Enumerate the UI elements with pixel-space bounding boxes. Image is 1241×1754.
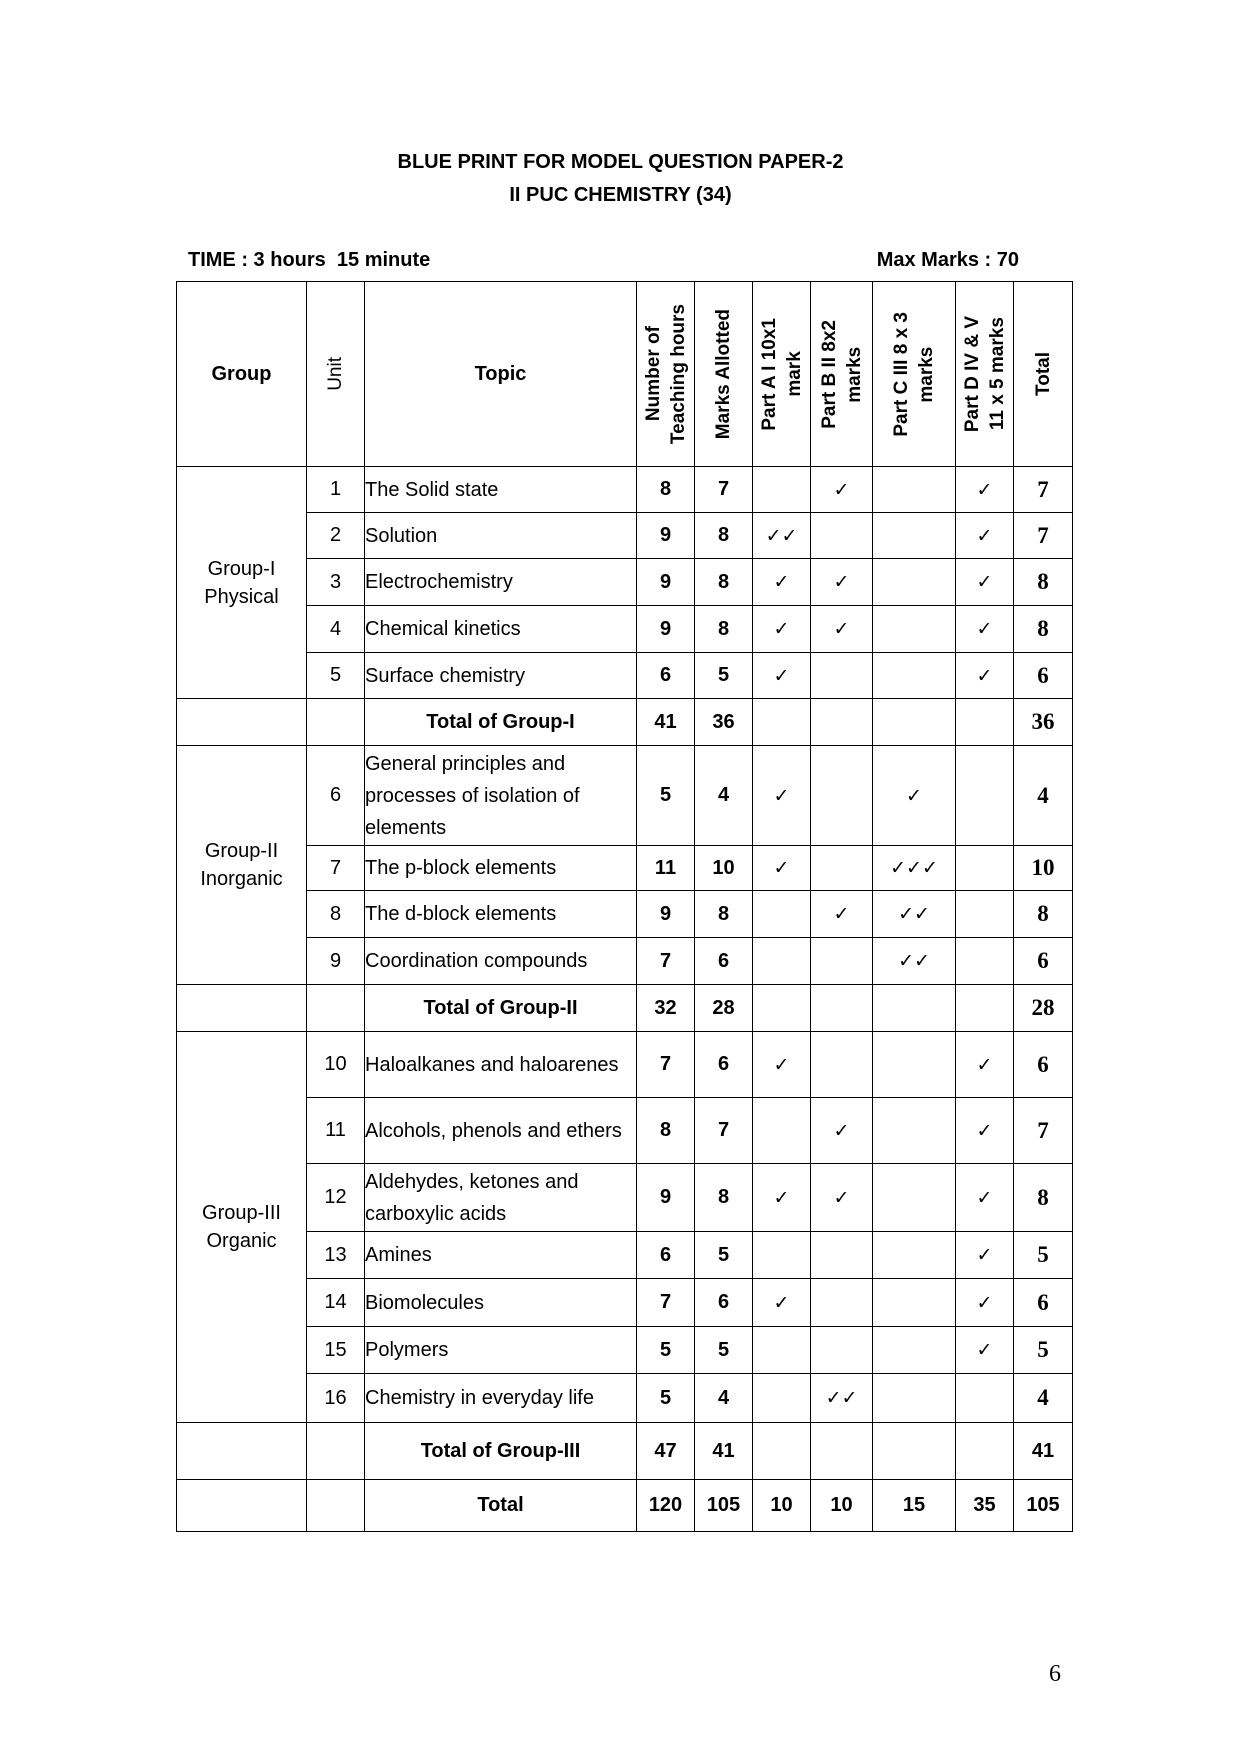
row-total: 5 xyxy=(1014,1327,1073,1374)
empty-cell xyxy=(307,1480,365,1532)
empty-cell xyxy=(811,985,873,1032)
subtotal-hours: 41 xyxy=(637,699,695,746)
part-a-check xyxy=(753,1327,811,1374)
part-d-check: ✓ xyxy=(956,1232,1014,1279)
part-d-check xyxy=(956,891,1014,938)
part-c-check xyxy=(873,559,956,606)
empty-cell xyxy=(956,699,1014,746)
part-b-check xyxy=(811,1032,873,1098)
table-row xyxy=(177,938,1073,985)
part-b-check: ✓ xyxy=(811,1164,873,1232)
part-c-check xyxy=(873,1032,956,1098)
part-b-check: ✓ xyxy=(811,467,873,513)
part-d-check: ✓ xyxy=(956,1164,1014,1232)
table-row xyxy=(177,891,1073,938)
subtotal-marks: 41 xyxy=(695,1423,753,1480)
marks-allotted: 7 xyxy=(695,467,753,513)
topic-name: The d-block elements xyxy=(365,891,637,938)
part-b-check: ✓ xyxy=(811,559,873,606)
teaching-hours: 7 xyxy=(637,1279,695,1327)
topic-name: Alcohols, phenols and ethers xyxy=(365,1098,637,1164)
topic-name: Solution xyxy=(365,513,637,559)
table-row xyxy=(177,653,1073,699)
table-row xyxy=(177,746,1073,846)
teaching-hours: 8 xyxy=(637,467,695,513)
table-row xyxy=(177,846,1073,891)
subtotal-marks: 36 xyxy=(695,699,753,746)
part-a-check xyxy=(753,1098,811,1164)
blueprint-table xyxy=(176,281,1073,1532)
header-row xyxy=(177,282,1073,467)
part-a-check xyxy=(753,891,811,938)
part-c-check xyxy=(873,467,956,513)
max-marks-label: Max Marks : 70 xyxy=(876,249,1019,271)
part-c-check xyxy=(873,1098,956,1164)
time-label: TIME : 3 hours 15 minute xyxy=(188,249,431,271)
part-a-check: ✓ xyxy=(753,746,811,846)
group-name: Group-I Physical xyxy=(177,467,307,699)
part-c-check xyxy=(873,1327,956,1374)
empty-cell xyxy=(307,985,365,1032)
marks-allotted: 8 xyxy=(695,891,753,938)
marks-allotted: 6 xyxy=(695,1032,753,1098)
header-topic: Topic xyxy=(365,282,637,467)
topic-name: General principles and processes of isolation of elements xyxy=(365,746,637,846)
part-b-check xyxy=(811,1327,873,1374)
part-a-check: ✓ xyxy=(753,846,811,891)
part-b-check xyxy=(811,513,873,559)
part-b-check xyxy=(811,1279,873,1327)
empty-cell xyxy=(753,699,811,746)
header-unit: Unit xyxy=(307,282,365,467)
row-total: 4 xyxy=(1014,746,1073,846)
teaching-hours: 9 xyxy=(637,513,695,559)
grand-total-label: Total xyxy=(365,1480,637,1532)
part-a-check: ✓ xyxy=(753,1279,811,1327)
teaching-hours: 5 xyxy=(637,1374,695,1423)
table-row xyxy=(177,1374,1073,1423)
topic-name: Surface chemistry xyxy=(365,653,637,699)
marks-allotted: 5 xyxy=(695,1232,753,1279)
part-d-check xyxy=(956,938,1014,985)
part-b-check xyxy=(811,846,873,891)
marks-allotted: 6 xyxy=(695,938,753,985)
row-total: 8 xyxy=(1014,891,1073,938)
teaching-hours: 6 xyxy=(637,1232,695,1279)
topic-name: Chemistry in everyday life xyxy=(365,1374,637,1423)
unit-number: 11 xyxy=(307,1098,365,1164)
row-total: 10 xyxy=(1014,846,1073,891)
table-row xyxy=(177,1098,1073,1164)
header-part-a: Part A I 10x1 mark xyxy=(753,282,811,467)
teaching-hours: 9 xyxy=(637,606,695,653)
part-d-check: ✓ xyxy=(956,606,1014,653)
part-c-check xyxy=(873,1164,956,1232)
part-b-check xyxy=(811,1232,873,1279)
empty-cell xyxy=(177,699,307,746)
part-d-check: ✓ xyxy=(956,1279,1014,1327)
unit-number: 7 xyxy=(307,846,365,891)
subtotal-label: Total of Group-I xyxy=(365,699,637,746)
topic-name: Chemical kinetics xyxy=(365,606,637,653)
part-c-check: ✓ xyxy=(873,746,956,846)
row-total: 7 xyxy=(1014,467,1073,513)
empty-cell xyxy=(873,1423,956,1480)
part-a-check: ✓ xyxy=(753,606,811,653)
unit-number: 15 xyxy=(307,1327,365,1374)
empty-cell xyxy=(956,985,1014,1032)
unit-number: 14 xyxy=(307,1279,365,1327)
header-total: Total xyxy=(1014,282,1073,467)
part-d-check xyxy=(956,846,1014,891)
part-d-check: ✓ xyxy=(956,513,1014,559)
subtotal-total: 41 xyxy=(1014,1423,1073,1480)
teaching-hours: 7 xyxy=(637,938,695,985)
part-d-check: ✓ xyxy=(956,1032,1014,1098)
grand-total-marks: 105 xyxy=(695,1480,753,1532)
part-c-check xyxy=(873,1374,956,1423)
subtotal-row xyxy=(177,1423,1073,1480)
header-teaching-hours: Number of Teaching hours xyxy=(637,282,695,467)
subtotal-label: Total of Group-III xyxy=(365,1423,637,1480)
empty-cell xyxy=(873,699,956,746)
table-row xyxy=(177,559,1073,606)
document-subtitle: II PUC CHEMISTRY (34) xyxy=(509,184,732,206)
marks-allotted: 5 xyxy=(695,653,753,699)
empty-cell xyxy=(307,699,365,746)
part-a-check xyxy=(753,467,811,513)
part-c-check: ✓✓ xyxy=(873,938,956,985)
header-part-b: Part B II 8x2 marks xyxy=(811,282,873,467)
unit-number: 4 xyxy=(307,606,365,653)
group-name: Group-II Inorganic xyxy=(177,746,307,985)
unit-number: 1 xyxy=(307,467,365,513)
part-a-check: ✓ xyxy=(753,1032,811,1098)
teaching-hours: 11 xyxy=(637,846,695,891)
unit-number: 3 xyxy=(307,559,365,606)
row-total: 6 xyxy=(1014,938,1073,985)
unit-number: 12 xyxy=(307,1164,365,1232)
topic-name: Electrochemistry xyxy=(365,559,637,606)
subtotal-marks: 28 xyxy=(695,985,753,1032)
page-number: 6 xyxy=(1049,1661,1061,1687)
subtotal-label: Total of Group-II xyxy=(365,985,637,1032)
topic-name: Amines xyxy=(365,1232,637,1279)
part-c-check xyxy=(873,1232,956,1279)
empty-cell xyxy=(177,1423,307,1480)
subtotal-row xyxy=(177,699,1073,746)
table-row xyxy=(177,1164,1073,1232)
table-row xyxy=(177,467,1073,513)
part-b-check xyxy=(811,938,873,985)
header-part-d: Part D IV & V 11 x 5 marks xyxy=(956,282,1014,467)
part-c-check xyxy=(873,606,956,653)
unit-number: 9 xyxy=(307,938,365,985)
subtotal-hours: 32 xyxy=(637,985,695,1032)
subtotal-row xyxy=(177,985,1073,1032)
marks-allotted: 7 xyxy=(695,1098,753,1164)
grand-total-part-b: 10 xyxy=(811,1480,873,1532)
topic-name: Aldehydes, ketones and carboxylic acids xyxy=(365,1164,637,1232)
document-title: BLUE PRINT FOR MODEL QUESTION PAPER-2 xyxy=(397,151,844,173)
teaching-hours: 8 xyxy=(637,1098,695,1164)
teaching-hours: 7 xyxy=(637,1032,695,1098)
unit-number: 13 xyxy=(307,1232,365,1279)
part-b-check: ✓ xyxy=(811,606,873,653)
table-row xyxy=(177,606,1073,653)
empty-cell xyxy=(811,1423,873,1480)
teaching-hours: 5 xyxy=(637,1327,695,1374)
marks-allotted: 6 xyxy=(695,1279,753,1327)
part-d-check xyxy=(956,746,1014,846)
header-marks-allotted: Marks Allotted xyxy=(695,282,753,467)
marks-allotted: 8 xyxy=(695,1164,753,1232)
teaching-hours: 9 xyxy=(637,1164,695,1232)
part-d-check: ✓ xyxy=(956,1098,1014,1164)
unit-number: 16 xyxy=(307,1374,365,1423)
row-total: 7 xyxy=(1014,1098,1073,1164)
table-row xyxy=(177,1279,1073,1327)
part-c-check xyxy=(873,1279,956,1327)
teaching-hours: 6 xyxy=(637,653,695,699)
marks-allotted: 8 xyxy=(695,559,753,606)
part-b-check: ✓✓ xyxy=(811,1374,873,1423)
part-c-check: ✓✓✓ xyxy=(873,846,956,891)
table-row xyxy=(177,1032,1073,1098)
marks-allotted: 4 xyxy=(695,1374,753,1423)
grand-total-part-d: 35 xyxy=(956,1480,1014,1532)
unit-number: 6 xyxy=(307,746,365,846)
grand-total-value: 105 xyxy=(1014,1480,1073,1532)
topic-name: The Solid state xyxy=(365,467,637,513)
header-part-c: Part C III 8 x 3 marks xyxy=(873,282,956,467)
unit-number: 8 xyxy=(307,891,365,938)
unit-number: 10 xyxy=(307,1032,365,1098)
table-row xyxy=(177,1232,1073,1279)
table-row xyxy=(177,513,1073,559)
part-a-check xyxy=(753,1232,811,1279)
part-c-check xyxy=(873,653,956,699)
subtotal-total: 28 xyxy=(1014,985,1073,1032)
topic-name: Coordination compounds xyxy=(365,938,637,985)
row-total: 6 xyxy=(1014,653,1073,699)
part-a-check: ✓ xyxy=(753,1164,811,1232)
part-d-check: ✓ xyxy=(956,653,1014,699)
unit-number: 5 xyxy=(307,653,365,699)
teaching-hours: 9 xyxy=(637,891,695,938)
empty-cell xyxy=(811,699,873,746)
part-d-check: ✓ xyxy=(956,1327,1014,1374)
topic-name: The p-block elements xyxy=(365,846,637,891)
part-d-check: ✓ xyxy=(956,559,1014,606)
row-total: 6 xyxy=(1014,1279,1073,1327)
topic-name: Biomolecules xyxy=(365,1279,637,1327)
marks-allotted: 8 xyxy=(695,606,753,653)
table-row xyxy=(177,1327,1073,1374)
part-a-check xyxy=(753,1374,811,1423)
part-a-check: ✓ xyxy=(753,653,811,699)
header-group: Group xyxy=(177,282,307,467)
group-name: Group-III Organic xyxy=(177,1032,307,1423)
row-total: 7 xyxy=(1014,513,1073,559)
part-d-check xyxy=(956,1374,1014,1423)
part-c-check: ✓✓ xyxy=(873,891,956,938)
empty-cell xyxy=(307,1423,365,1480)
part-b-check xyxy=(811,746,873,846)
part-b-check: ✓ xyxy=(811,891,873,938)
marks-allotted: 5 xyxy=(695,1327,753,1374)
subtotal-total: 36 xyxy=(1014,699,1073,746)
marks-allotted: 8 xyxy=(695,513,753,559)
grand-total-row xyxy=(177,1480,1073,1532)
row-total: 5 xyxy=(1014,1232,1073,1279)
row-total: 8 xyxy=(1014,606,1073,653)
empty-cell xyxy=(177,1480,307,1532)
part-c-check xyxy=(873,513,956,559)
empty-cell xyxy=(753,985,811,1032)
row-total: 4 xyxy=(1014,1374,1073,1423)
part-b-check xyxy=(811,653,873,699)
row-total: 6 xyxy=(1014,1032,1073,1098)
empty-cell xyxy=(753,1423,811,1480)
topic-name: Haloalkanes and haloarenes xyxy=(365,1032,637,1098)
grand-total-part-a: 10 xyxy=(753,1480,811,1532)
part-a-check: ✓ xyxy=(753,559,811,606)
row-total: 8 xyxy=(1014,1164,1073,1232)
empty-cell xyxy=(956,1423,1014,1480)
teaching-hours: 5 xyxy=(637,746,695,846)
unit-number: 2 xyxy=(307,513,365,559)
part-d-check: ✓ xyxy=(956,467,1014,513)
teaching-hours: 9 xyxy=(637,559,695,606)
row-total: 8 xyxy=(1014,559,1073,606)
empty-cell xyxy=(873,985,956,1032)
empty-cell xyxy=(177,985,307,1032)
grand-total-part-c: 15 xyxy=(873,1480,956,1532)
marks-allotted: 10 xyxy=(695,846,753,891)
part-a-check xyxy=(753,938,811,985)
marks-allotted: 4 xyxy=(695,746,753,846)
grand-total-hours: 120 xyxy=(637,1480,695,1532)
subtotal-hours: 47 xyxy=(637,1423,695,1480)
part-b-check: ✓ xyxy=(811,1098,873,1164)
part-a-check: ✓✓ xyxy=(753,513,811,559)
topic-name: Polymers xyxy=(365,1327,637,1374)
